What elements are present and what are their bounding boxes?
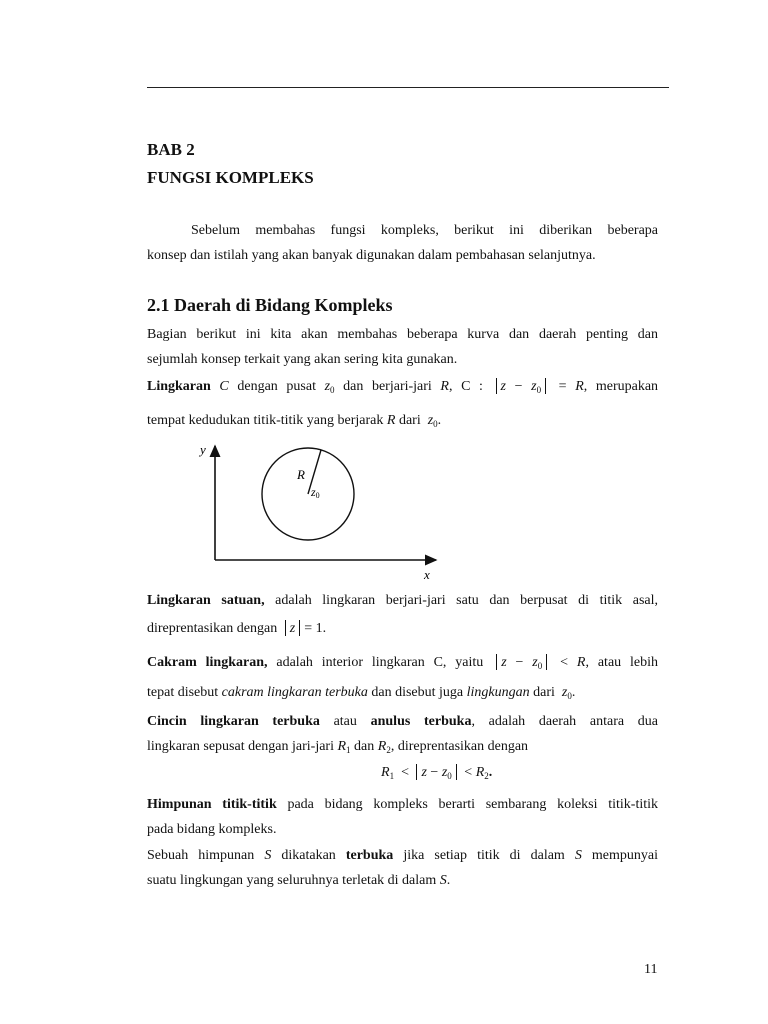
terbuka-line-2: suatu lingkungan yang seluruhnya terletak di dalam S. — [147, 873, 451, 888]
section-title: 2.1 Daerah di Bidang Kompleks — [147, 295, 393, 315]
radius-label: R — [297, 467, 305, 482]
term-lingkaran-satuan: Lingkaran satuan, — [147, 593, 265, 608]
cincin-line-1: Cincin lingkaran terbuka atau anulus terbuka, adalah daerah antara dua — [147, 714, 658, 729]
header-rule — [147, 87, 669, 88]
term-cincin: Cincin lingkaran terbuka — [147, 714, 320, 729]
term-terbuka: terbuka — [345, 848, 394, 863]
cincin-line-2: lingkaran sepusat dengan jari-jari $R_1$ dan $R_2$, direprentasikan dengan — [147, 739, 529, 755]
satuan-line-1: Lingkaran satuan, adalah lingkaran berjari-jari satu dan berpusat di titik asal, — [147, 593, 659, 608]
chapter-number: BAB 2 — [147, 140, 195, 159]
page-number: 11 — [644, 962, 658, 977]
intro-line-2: konsep dan istilah yang akan banyak digunakan dalam pembahasan selanjutnya. — [147, 248, 596, 263]
cakram-line-1: Cakram lingkaran, adalah interior lingkaran C, yaitu $z - z_0 < R$, atau lebih — [147, 655, 659, 671]
circle-figure — [190, 436, 450, 586]
himpunan-line-1: Himpunan titik-titik pada bidang kompleks berarti sembarang koleksi titik-titik — [147, 797, 658, 812]
himpunan-line-2: pada bidang kompleks. — [147, 822, 277, 837]
term-himpunan: Himpunan titik-titik — [147, 797, 277, 812]
intro-line-1: Sebelum membahas fungsi kompleks, berikut ini diberikan beberapa — [191, 223, 658, 238]
term-anulus: anulus terbuka — [370, 714, 472, 729]
satuan-line-2: direprentasikan dengan z = 1. — [147, 621, 327, 636]
cakram-line-2: tepat disebut cakram lingkaran terbuka dan disebut juga lingkungan dari $z_0$. — [147, 685, 576, 701]
abs-expression: $z - z_0$ — [492, 379, 551, 394]
y-axis-label: y — [200, 442, 206, 457]
lingkaran-line-2: tempat kedudukan titik-titik yang berjarak R dari $z_0$. — [147, 413, 442, 429]
lingkaran-definition: Lingkaran C dengan pusat $z_0$ dan berjari-jari R, C : $z - z_0 = R$, merupakan — [147, 379, 659, 395]
term-lingkaran: Lingkaran — [147, 379, 211, 394]
center-label: z0 — [311, 485, 320, 500]
term-cakram: Cakram lingkaran, — [147, 655, 268, 670]
p1-line-2: sejumlah konsep terkait yang akan sering kita gunakan. — [147, 352, 458, 367]
terbuka-line-1: Sebuah himpunan S dikatakan terbuka jika setiap titik di dalam S mempunyai — [147, 848, 659, 863]
p1-line-1: Bagian berikut ini kita akan membahas beberapa kurva dan daerah penting dan — [147, 327, 658, 342]
chapter-title: FUNGSI KOMPLEKS — [147, 168, 314, 187]
annulus-formula: $R_1 < z - z_0 < R_2$. — [381, 765, 493, 781]
x-axis-label: x — [424, 567, 430, 582]
